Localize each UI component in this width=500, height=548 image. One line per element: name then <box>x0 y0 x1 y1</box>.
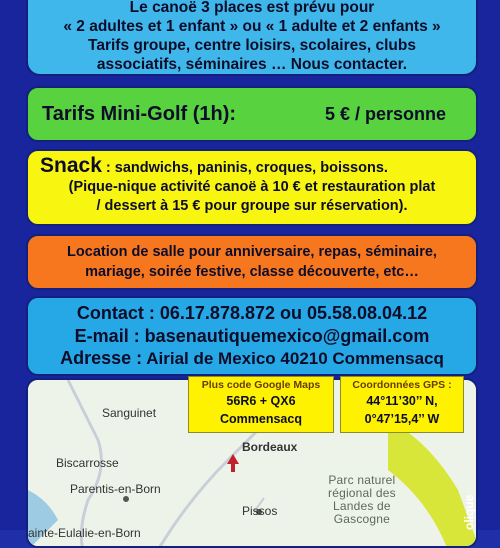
map-label-sainte-eulalie: ainte-Eulalie-en-Born <box>28 526 141 540</box>
canoe-composition-text: « 2 adultes et 1 enfant » ou « 1 adulte et 2 enfants » <box>63 18 441 35</box>
plus-code-value: 56R6 + QX6 <box>226 394 296 408</box>
gps-box <box>340 376 464 433</box>
park-line-1: Parc naturel <box>328 473 396 487</box>
group-rates-text: Tarifs groupe, centre loisirs, scolaires, clubs <box>88 37 416 54</box>
map-label-parentis: Parentis-en-Born <box>70 482 161 496</box>
canoe-capacity-text: Le canoë 3 places est prévu pour <box>129 0 375 16</box>
mini-golf-card <box>26 86 478 142</box>
gps-heading: Coordonnées GPS : <box>352 379 452 391</box>
contact-phone[interactable]: Contact : 06.17.878.872 ou 05.58.08.04.12 <box>76 303 428 323</box>
plus-code-box <box>188 376 334 433</box>
gps-longitude: 0°47’15,4’’ W <box>364 412 440 426</box>
side-vertical-text: olique <box>462 494 476 530</box>
rental-line-2: mariage, soirée festive, classe découverte, etc… <box>85 264 419 280</box>
map-label-bordeaux: Bordeaux <box>242 440 298 454</box>
group-info-card <box>26 0 478 76</box>
contact-email[interactable]: E-mail : basenautiquemexico@gmail.com <box>74 326 430 346</box>
map-label-park <box>328 474 396 526</box>
map-label-pissos: Pissos <box>242 504 278 518</box>
plus-code-town: Commensacq <box>220 412 302 426</box>
snack-detail-2: / dessert à 15 € pour groupe sur réservation). <box>96 198 408 214</box>
snack-title: Snack <box>40 154 102 177</box>
contact-us-text: associatifs, séminaires … Nous contacter. <box>96 56 408 73</box>
snack-card <box>26 149 478 226</box>
map-label-sanguinet: Sanguinet <box>102 406 157 420</box>
map-label-biscarrosse: Biscarrosse <box>56 456 119 470</box>
snack-items: : sandwichs, paninis, croques, boissons. <box>101 160 388 176</box>
park-line-2: régional des <box>328 486 396 500</box>
plus-code-heading: Plus code Google Maps <box>201 379 321 391</box>
contact-address <box>28 348 476 369</box>
contact-card <box>26 296 478 376</box>
gps-latitude: 44°11’30’’ N, <box>366 394 438 408</box>
park-line-3: Landes de <box>332 499 391 513</box>
snack-detail-1: (Pique-nique activité canoë à 10 € et restauration plat <box>68 179 436 195</box>
room-rental-card <box>26 234 478 290</box>
address-label: Adresse : <box>60 348 143 368</box>
map-dot-parentis <box>123 496 129 502</box>
park-line-4: Gascogne <box>333 512 391 526</box>
mini-golf-label: Tarifs Mini-Golf (1h): <box>42 102 237 125</box>
rental-line-1: Location de salle pour anniversaire, repas, séminaire, <box>67 244 437 260</box>
address-value: Airial de Mexico 40210 Commensacq <box>142 349 444 368</box>
mini-golf-price: 5 € / personne <box>324 103 446 124</box>
